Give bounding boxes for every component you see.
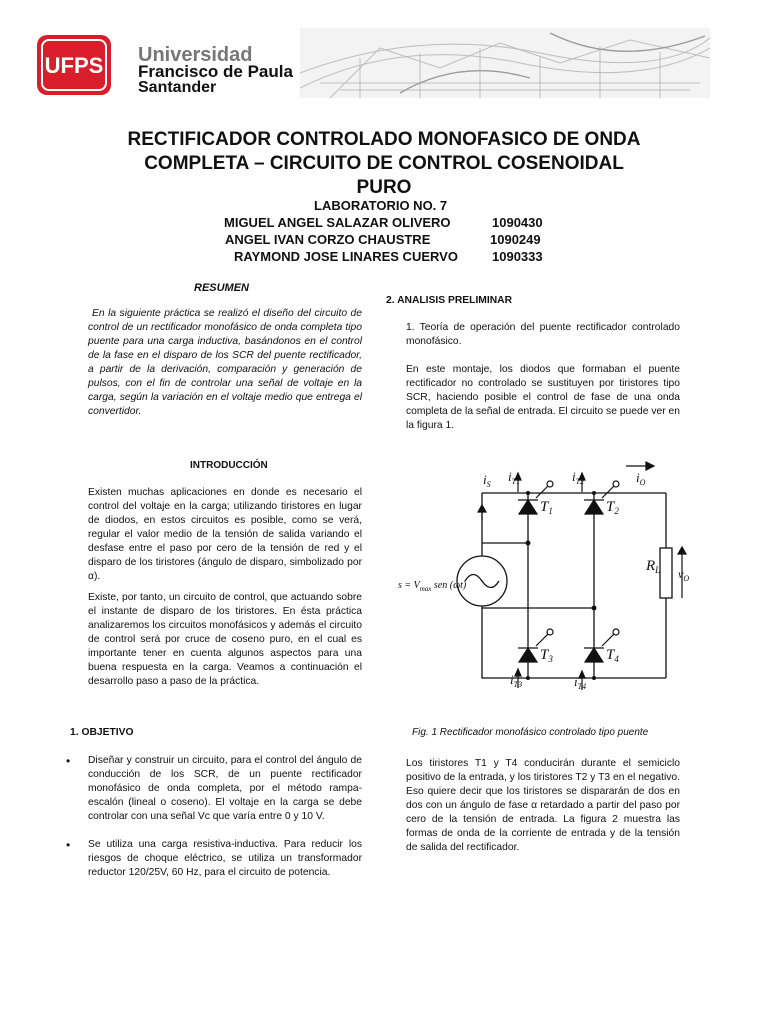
university-line2: Francisco de Paula [138,62,293,81]
introduccion-heading: INTRODUCCIÓN [190,460,268,471]
label-it4: $i_{T4}$ [574,674,587,691]
university-line1: Universidad [138,44,253,66]
figure-caption: Fig. 1 Rectificador monofásico controlado tipo puente [412,727,649,738]
author-name: MIGUEL ANGEL SALAZAR OLIVERO [224,215,451,230]
header [0,0,768,110]
label-vo: $v_O$ [678,567,690,583]
introduccion-paragraph: Existe, por tanto, un circuito de control, que actuando sobre el instante de disparo de los tiristores. En ésta práctica analizaremos los circuitos monofásicos y además el circuito de control será por cruce de coseno puro, en el cual es importante tener en cuenta algunos aspectos para una buena respuesta en la carga. Veamos a continuación el desarrollo paso a paso de la práctica. [88,592,362,687]
analisis-item: 1. Teoría de operación del puente rectificador controlado monofásico. [406,322,680,347]
author-name: RAYMOND JOSE LINARES CUERVO [234,249,458,264]
analisis-heading: 2. ANALISIS PRELIMINAR [386,295,513,306]
label-t1: $T_1$ [540,499,553,516]
list-item-text: Diseñar y construir un circuito, para el control del ángulo de conducción de los SCR, de un puente rectificador monofásico de onda completa, por el método rampa-escalón (lineal o coseno). El voltaje en la carga se debe controlar con una señal Vc que varía entre 0 y 10 V. [88,755,362,822]
title-line3: PURO [356,177,412,198]
paper-title [90,128,678,200]
author-code: 1090430 [492,215,543,230]
objetivo-heading: 1. OBJETIVO [70,727,134,738]
label-t4: $T_4$ [606,647,619,664]
university-logo [36,34,112,96]
objetivo-list [66,754,362,880]
list-item: • Diseñar y construir un circuito, para el control del ángulo de conducción de los SCR, de un puente rectificador monofásico de onda completa, por el método rampa-escalón (lineal o coseno). El voltaje en la carga se debe controlar con una señal Vc que varía entre 0 y 10 V. [66,754,362,822]
label-rl: $R_L$ [646,558,661,575]
label-it1: $i_{T1}$ [508,469,521,486]
introduccion-paragraph: Existen muchas aplicaciones en donde es necesario el control del voltaje en la carga; utilizando tiristores en lugar de diodos, en estos circuitos es posible, como se verá, regular el valor medio de la tensión de salida variando el desfase entre el paso por cero de la tensión de red y el disparo de los tiristores (ángulo de disparo, simbolizado por α). [88,487,362,582]
label-it2: $i_{T2}$ [572,469,585,486]
author-name: ANGEL IVAN CORZO CHAUSTRE [225,232,431,247]
authors [224,215,564,266]
label-t2: $T_2$ [606,499,619,516]
lab-number: LABORATORIO NO. 7 [314,198,448,213]
label-it3: $i_{T3}$ [510,672,523,689]
title-line1: RECTIFICADOR CONTROLADO MONOFASICO DE ONDA [127,129,641,150]
analisis-paragraph: En este montaje, los diodos que formaban el puente rectificador no controlado se sustituyen por tiristores tipo SCR, haciendo posible el control de fase de una onda completa de la señal de entrada. El circuito se puede ver en la figura 1. [406,364,680,431]
label-io: $i_O$ [636,470,646,487]
title-line2: COMPLETA – CIRCUITO DE CONTROL COSENOIDAL [144,153,624,174]
university-line3: Santander [138,79,217,96]
label-is: $i_S$ [483,472,491,489]
author-code: 1090333 [492,249,543,264]
university-name [138,46,293,96]
label-t3: $T_3$ [540,647,553,664]
resumen-text: En la siguiente práctica se realizó el diseño del circuito de control de un rectificador monofásico de onda completa tipo puente para una carga inductiva, basándonos en el control de la fase en el disparo de los SCR del puente rectificador, a partir de la derivación, comparación y generación de pulsos, con el fin de controlar una señal de voltaje en la carga, según la variación en el voltaje medio que entrega el convertidor. [88,308,362,417]
author-code: 1090249 [490,232,541,247]
circuit-diagram [398,448,698,708]
label-source: $s = V_{max}$ sen (ωt) [398,580,467,593]
logo-text: UFPS [44,53,104,78]
list-item-text: Se utiliza una carga resistiva-inductiva. Para reducir los riesgos de choque eléctrico, se utiliza un transformador reductor 120/25V, 60 Hz, para el circuito de potencia. [88,839,362,878]
resumen-heading: RESUMEN [194,282,250,294]
header-banner-image [300,28,710,98]
list-item: • Se utiliza una carga resistiva-inductiva. Para reducir los riesgos de choque eléctrico, se utiliza un transformador reductor 120/25V, 60 Hz, para el circuito de potencia. [66,838,362,878]
analisis-paragraph: Los tiristores T1 y T4 conducirán durante el semiciclo positivo de la entrada, y los tiristores T2 y T3 en el negativo. Eso quiere decir que los tiristores se dispararán de dos en dos con un ángulo de fase α retardado a partir del paso por cero de la tensión de entrada. La figura 2 muestra las formas de onda de la corriente de entrada y de la tensión de salida del rectificador. [406,758,680,853]
load-resistor-icon [660,548,672,598]
